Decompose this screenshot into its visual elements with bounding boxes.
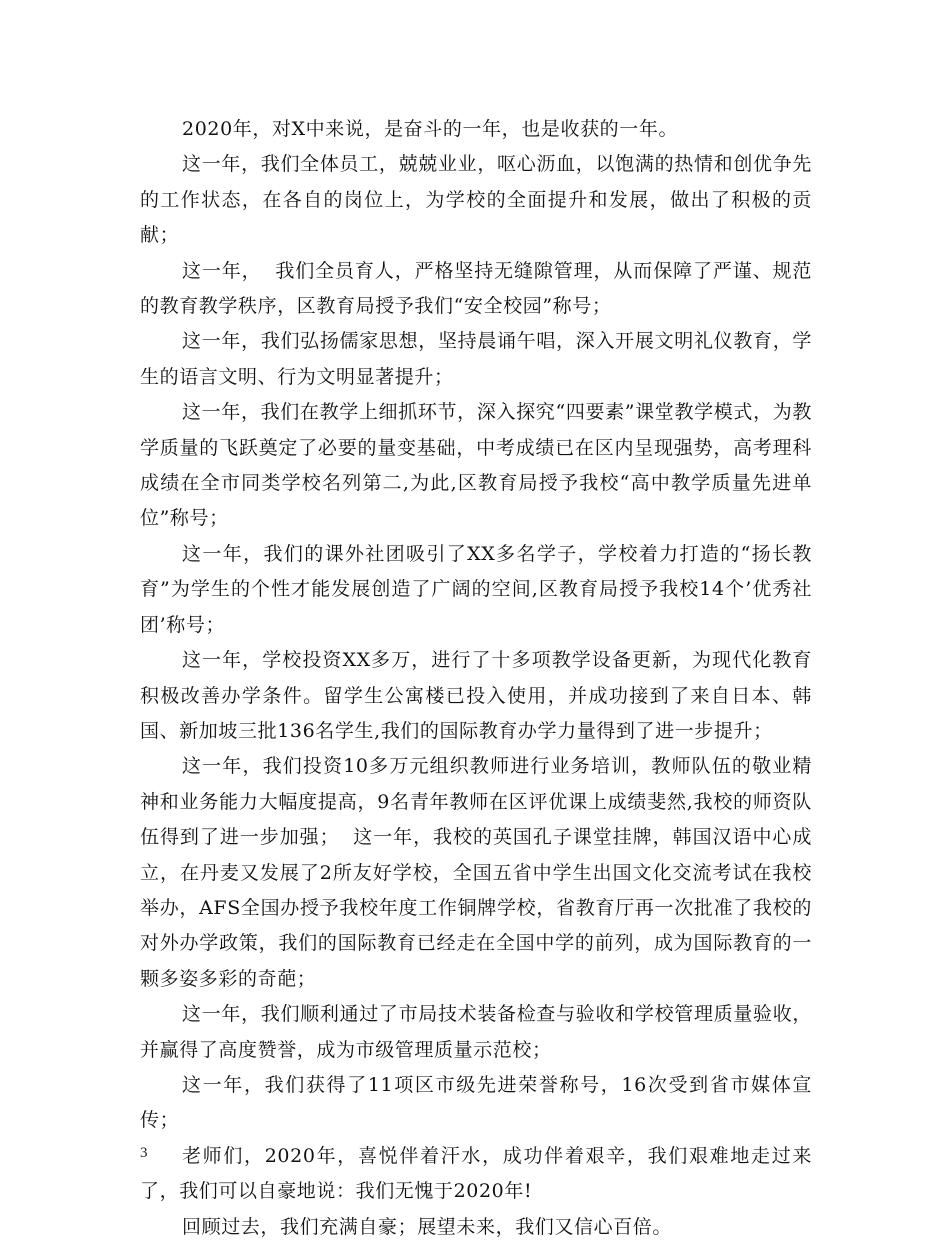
page-number: 3 (140, 1145, 148, 1161)
paragraph-4: 这一年，我们弘扬儒家思想，坚持晨诵午唱，深入开展文明礼仪教育，学生的语言文明、行为文明显著提升； (140, 330, 812, 388)
paragraph-2: 这一年，我们全体员工，兢兢业业，呕心沥血，以饱满的热情和创优争先的工作状态，在各自的岗位上，为学校的全面提升和发展，做出了积极的贡献； (140, 153, 812, 247)
paragraph-12: 回顾过去，我们充满自豪；展望未来，我们又信心百倍。 (182, 1215, 673, 1238)
paragraph-6: 这一年，我们的课外社团吸引了XX多名学子，学校着力打造的“扬长教育”为学生的个性才能发展创造了广阔的空间,区教育局授予我校14个’优秀社团’称号； (140, 542, 812, 636)
document-body (140, 112, 812, 1245)
paragraph-5: 这一年，我们在教学上细抓环节，深入探究“四要素”课堂教学模式，为教学质量的飞跃奠定了必要的量变基础，中考成绩已在区内呈现强势，高考理科成绩在全市同类学校名列第二,为此,区教育局授予我校“高中教学质量先进单位”称号； (140, 401, 812, 530)
paragraph-9: 这一年，我们顺利通过了市局技术装备检查与验收和学校管理质量验收，并赢得了高度赞誉，成为市级管理质量示范校； (140, 1003, 812, 1061)
paragraph-11: 老师们，2020年，喜悦伴着汗水，成功伴着艰辛，我们艰难地走过来了，我们可以自豪地说：我们无愧于2020年! (140, 1144, 812, 1203)
paragraph-10: 这一年，我们获得了11项区市级先进荣誉称号，16次受到省市媒体宣传； (140, 1073, 812, 1132)
paragraph-7: 这一年，学校投资XX多万，进行了十多项教学设备更新，为现代化教育积极改善办学条件。留学生公寓楼已投入使用，并成功接到了来自日本、韩国、新加坡三批136名学生,我们的国际教育办学力量得到了进一步提升； (140, 649, 812, 742)
paragraph-8: 这一年，我们投资10多万元组织教师进行业务培训，教师队伍的敬业精神和业务能力大幅度提高，9名青年教师在区评优课上成绩斐然,我校的师资队伍得到了进一步加强； 这一年，我校的英国孔子课堂挂牌，韩国汉语中心成立，在丹麦又发展了2所友好学校，全国五省中学生出国文化交流考试在我校举办，AFS全国办授予我校年度工作铜牌学校，省教育厅再一次批准了我校的对外办学政策，我们的国际教育已经走在全国中学的前列，成为国际教育的一颗多姿多彩的奇葩； (140, 755, 812, 990)
paragraph-1: 2020年，对X中来说，是奋斗的一年，也是收获的一年。 (182, 118, 679, 140)
paragraph-3: 这一年， 我们全员育人，严格坚持无缝隙管理，从而保障了严谨、规范的教育教学秩序，区教育局授予我们“安全校园”称号； (140, 259, 812, 318)
